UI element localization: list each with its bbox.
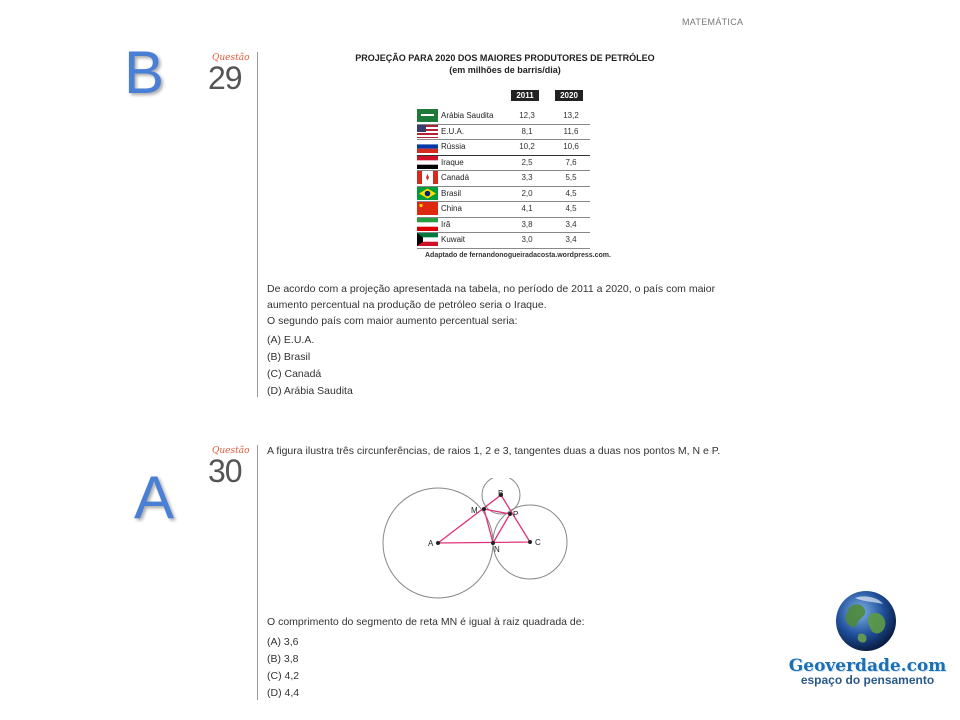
- tangent-circles-figure: [380, 478, 580, 618]
- table-title: PROJEÇÃO PARA 2020 DOS MAIORES PRODUTORES DE PETRÓLEO: [355, 53, 655, 63]
- point-c: [528, 540, 532, 544]
- country-name: E.U.A.: [441, 126, 465, 136]
- label-m: M: [471, 506, 478, 515]
- country-name: Kuwait: [441, 235, 466, 244]
- globe-icon: [835, 590, 897, 652]
- table-row: [417, 108, 590, 125]
- year-header-2011: 2011: [511, 90, 539, 101]
- q30-statement: A figura ilustra três circunferências, de raios 1, 2 e 3, tangentes duas a duas nos pontos M, N e P.: [267, 445, 721, 457]
- country-name: Brasil: [441, 188, 462, 198]
- country-name: Irã: [441, 219, 451, 229]
- value-2011: 8,1: [521, 126, 533, 136]
- q29-option-a[interactable]: (A) E.U.A.: [267, 334, 315, 346]
- value-2020: 10,6: [563, 142, 579, 151]
- country-name: Rússia: [441, 142, 466, 151]
- value-2020: 5,5: [565, 173, 577, 182]
- value-2011: 12,3: [519, 111, 535, 120]
- triangle-abc: [438, 495, 530, 543]
- country-name: Arábia Saudita: [441, 111, 494, 120]
- value-2011: 2,0: [521, 188, 533, 198]
- value-2011: 3,8: [521, 219, 533, 229]
- flag-icon: [417, 109, 438, 122]
- q30-question: O comprimento do segmento de reta MN é igual à raiz quadrada de:: [267, 616, 585, 628]
- value-2011: 4,1: [521, 204, 533, 213]
- q29-statement-line2: aumento percentual na produção de petróleo seria o Iraque.: [267, 299, 547, 311]
- flag-icon: [417, 140, 438, 153]
- q30-option-c[interactable]: (C) 4,2: [267, 670, 300, 682]
- divider-q29: [257, 52, 258, 397]
- country-name: Canadá: [441, 173, 470, 182]
- value-2020: 13,2: [563, 111, 579, 120]
- label-p: P: [513, 510, 519, 519]
- question-label-q29: Questão: [212, 53, 250, 63]
- flag-icon: [417, 171, 438, 184]
- value-2011: 10,2: [519, 142, 535, 151]
- q30-option-d[interactable]: (D) 4,4: [267, 687, 300, 699]
- question-number-q29: 29: [208, 60, 242, 96]
- label-b: B: [498, 489, 504, 498]
- q30-option-a[interactable]: (A) 3,6: [267, 636, 299, 648]
- table-source: Adaptado de fernandonogueiradacosta.wordpress.com.: [425, 252, 611, 259]
- q30-option-b[interactable]: (B) 3,8: [267, 653, 299, 665]
- value-2020: 4,5: [565, 188, 577, 198]
- subject-header: MATEMÁTICA: [682, 17, 744, 27]
- country-name: China: [441, 204, 462, 213]
- table-row: [417, 155, 590, 172]
- label-n: N: [494, 545, 500, 554]
- question-number-q30: 30: [208, 453, 242, 489]
- table-row: [417, 186, 590, 203]
- q29-option-c[interactable]: (C) Canadá: [267, 368, 322, 380]
- table-subtitle: (em milhões de barris/dia): [449, 65, 561, 75]
- table-row: [417, 124, 590, 141]
- q29-statement-line1: De acordo com a projeção apresentada na tabela, no período de 2011 a 2020, o país com maior: [267, 283, 716, 295]
- point-m: [482, 507, 486, 511]
- flag-icon: [417, 187, 438, 200]
- brand-name[interactable]: Geoverdade.com: [788, 656, 947, 676]
- point-p: [508, 512, 512, 516]
- value-2011: 2,5: [521, 157, 533, 167]
- q29-option-b[interactable]: (B) Brasil: [267, 351, 311, 363]
- table-row: [417, 170, 590, 187]
- answer-letter-q30: A: [134, 464, 175, 531]
- answer-letter-q29: B: [124, 39, 165, 106]
- value-2020: 11,6: [563, 126, 579, 136]
- table-row: [417, 217, 590, 234]
- flag-icon: [417, 202, 438, 215]
- label-c: C: [535, 538, 541, 547]
- point-a: [436, 541, 440, 545]
- value-2011: 3,3: [521, 173, 533, 182]
- flag-icon: [417, 218, 438, 231]
- table-row: [417, 201, 590, 218]
- flag-icon: [417, 125, 438, 138]
- value-2020: 3,4: [565, 235, 577, 244]
- divider-q30: [257, 445, 258, 700]
- label-a: A: [428, 539, 434, 548]
- table-row: [417, 232, 590, 249]
- year-header-2020: 2020: [555, 90, 583, 101]
- segment-mn: [484, 509, 493, 543]
- value-2020: 3,4: [565, 219, 577, 229]
- value-2011: 3,0: [521, 235, 533, 244]
- flag-icon: [417, 156, 438, 169]
- q29-option-d[interactable]: (D) Arábia Saudita: [267, 385, 353, 397]
- flag-icon: [417, 233, 438, 246]
- value-2020: 7,6: [565, 157, 577, 167]
- value-2020: 4,5: [565, 204, 577, 213]
- brand-tagline: espaço do pensamento: [800, 673, 935, 687]
- table-row: [417, 139, 590, 156]
- country-name: Iraque: [441, 157, 464, 167]
- q29-statement-line3: O segundo país com maior aumento percentual seria:: [267, 315, 518, 327]
- question-label-q30: Questão: [212, 446, 250, 456]
